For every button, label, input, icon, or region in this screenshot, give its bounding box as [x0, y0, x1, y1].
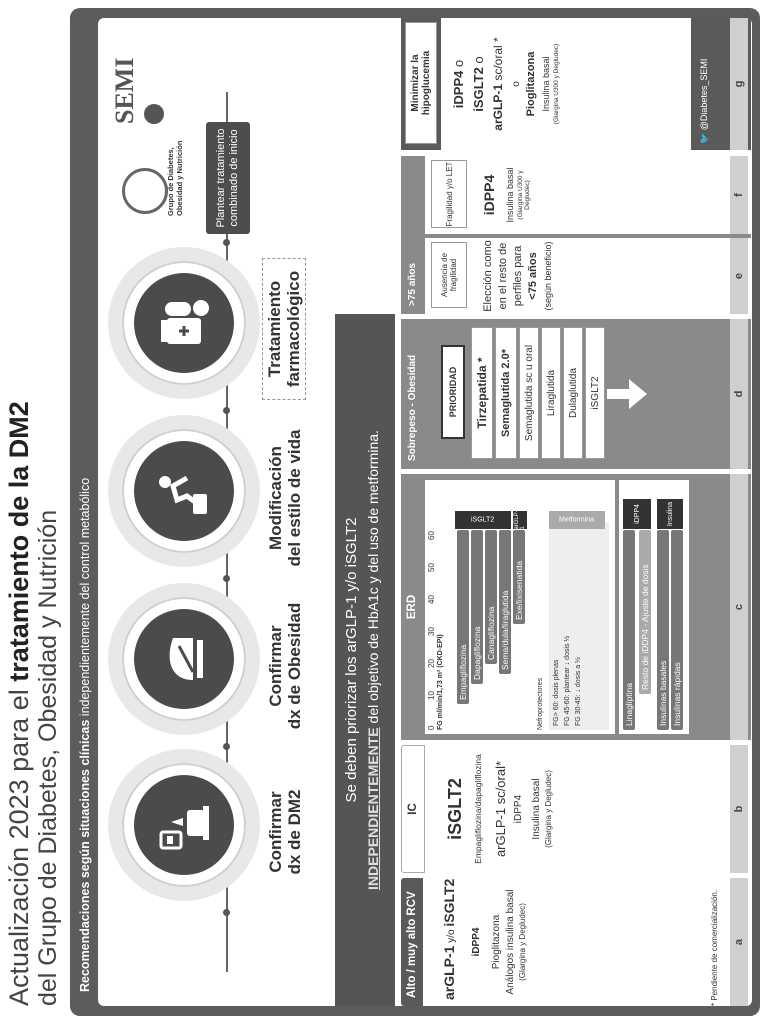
group-arglp1: arGLP-1 — [514, 510, 526, 530]
hand-drop-icon — [153, 794, 215, 856]
recommendations-subtitle: Recomendaciones según situaciones clínicas independientemente del control metabólico — [78, 477, 92, 992]
content-panel — [98, 18, 752, 1006]
combined-treatment-box: Plantear tratamiento combinado de inicio — [206, 122, 250, 234]
main-subtitle: del Grupo de Diabetes, Obesidad y Nutrición — [34, 509, 62, 1006]
group-logo-mark — [122, 168, 168, 214]
connector-dot — [223, 407, 230, 414]
main-title: Actualización 2023 para el tratamiento de la DM2 — [4, 401, 34, 1006]
col-d-header: Sobrepeso - Obesidad — [401, 319, 423, 469]
step-1 — [108, 749, 260, 901]
twitter-handle[interactable]: 🐦 @Diabetes_SEMI — [699, 58, 709, 144]
logos-area — [104, 30, 194, 220]
obesity-item-5: Dulaglutida — [563, 327, 583, 459]
bar-insulinas-basales: Insulinas basales — [657, 530, 669, 730]
priority-label: PRIORIDAD — [441, 345, 465, 439]
down-arrow-icon — [607, 379, 647, 409]
erd-chart-area: 0 10 20 30 40 50 60 FG ml/min/1,73 m² (CKD-EPI) Empagliflozina Dapagliflozina Canagliflozina Sema/dula/liraglutida Exe/lixisenatida iSGLT2 arGLP-1 Nefroprotectores FG> 60: dosis plenas FG 45-60: plantear ↓ dosis ½ FG 30-45: ↓ dosis a ½ Metformina — [425, 480, 615, 734]
bar-exe-lixisenatida: Exe/lixisenatida — [513, 530, 525, 624]
group-isglt2: iSGLT2 — [455, 511, 511, 529]
step-4-label: Tratamiento farmacológico — [262, 258, 306, 400]
group-metformina: Metformina — [549, 511, 605, 529]
col-b-footer: b — [730, 745, 748, 873]
connector-dot — [223, 909, 230, 916]
step-4 — [108, 247, 260, 399]
connector-dot — [223, 575, 230, 582]
semi-logo: SEMI — [110, 57, 139, 124]
col-a-footer: a — [730, 878, 748, 1006]
col-e-footer: e — [730, 238, 748, 314]
col-a-header: Alto / muy alto RCV — [401, 878, 423, 1006]
bar-dapagliflozina: Dapagliflozina — [471, 530, 483, 684]
col-a-main: arGLP-1 y/o iSGLT2 — [441, 878, 457, 1000]
obesity-item-2: Semaglutida 2.0* — [495, 327, 517, 459]
bar-linagliptina: Linagliptina — [623, 530, 635, 730]
semi-logo-mark — [144, 104, 164, 124]
step-3 — [108, 415, 260, 567]
connector-dot — [223, 239, 230, 246]
step-2-label: Confirmar dx de Obesidad — [266, 602, 304, 730]
col-c — [401, 474, 751, 740]
col-e: Ausencia de fragilidad Elección como en el resto de perfiles para <75 años (según beneficio) — [425, 238, 751, 314]
col-d-footer: d — [730, 319, 748, 469]
scale-icon — [153, 628, 215, 690]
col-c-header: ERD — [401, 474, 423, 740]
pills-icon — [153, 292, 215, 354]
step-1-label: Confirmar dx de DM2 — [266, 789, 304, 875]
bar-sema-dula-lira: Sema/dula/liraglutida — [499, 530, 511, 674]
bird-icon: 🐦 — [699, 132, 709, 144]
runner-icon — [153, 460, 215, 522]
col-g-footer: g — [730, 18, 748, 150]
col-g-header: Minimizar la hipoglucemia — [405, 22, 437, 144]
step-2 — [108, 583, 260, 735]
metformina-dosing: FG> 60: dosis plenas FG 45-60: plantear ↓ dosis ½ FG 30-45: ↓ dosis a ½ — [549, 522, 609, 730]
footnote: * Pendiente de comercialización. — [710, 889, 719, 1006]
group-idpp4: iDPP4 — [623, 499, 651, 529]
step-3-label: Modificación del estilo de vida — [266, 429, 304, 567]
erd-lower — [619, 480, 689, 734]
col-older — [401, 156, 751, 314]
col-d — [401, 319, 751, 469]
bar-insulinas-rapidas: Insulinas rápidas — [671, 530, 683, 730]
group-logo-text: Grupo de Diabetes, Obesidad y Nutrición — [166, 140, 184, 216]
col-b-header: IC — [401, 745, 425, 873]
obesity-item-1: Tirzepatida * — [471, 327, 493, 459]
col-b: IC iSGLT2 Empagliflozina/dapagliflozina arGLP-1 sc/oral* iDPP4 Insulina basal (Glargina y Degludec) — [401, 745, 751, 873]
priority-banner: Se deben priorizar los arGLP-1 y/o iSGLT2 INDEPENDIENTEMENTE del objetivo de HbA1c y del uso de metformina. — [335, 314, 395, 1006]
col-f: Fragilidad y/o LET iDPP4 Insulina basal (Glargina U300 y Degludec) — [425, 156, 751, 234]
group-insulina: Insulina — [657, 499, 683, 529]
older-header: >75 años — [401, 156, 423, 314]
col-g — [401, 18, 751, 150]
col-g-body: iDPP4 o iSGLT2 o arGLP-1 sc/oral * o Pioglitazona Insulina basal (Glargina U300 y Degludec) — [441, 18, 691, 150]
col-c-footer: c — [730, 474, 748, 740]
obesity-item-4: Liraglutida — [541, 327, 561, 459]
bar-canagliflozina: Canagliflozina — [485, 530, 497, 664]
obesity-item-6: iSGLT2 — [585, 327, 605, 459]
bar-empagliflozina: Empagliflozina — [457, 530, 469, 704]
col-a: Alto / muy alto RCV arGLP-1 y/o iSGLT2 iDPP4 Pioglitazona Análogos insulina basal (Glargina y Degludec) — [401, 878, 751, 1006]
bar-resto-idpp4: Resto de iDDP4 - Ajuste de dosis — [639, 530, 651, 694]
col-f-footer: f — [730, 156, 748, 234]
obesity-item-3: Semaglutida sc u oral — [519, 327, 539, 459]
